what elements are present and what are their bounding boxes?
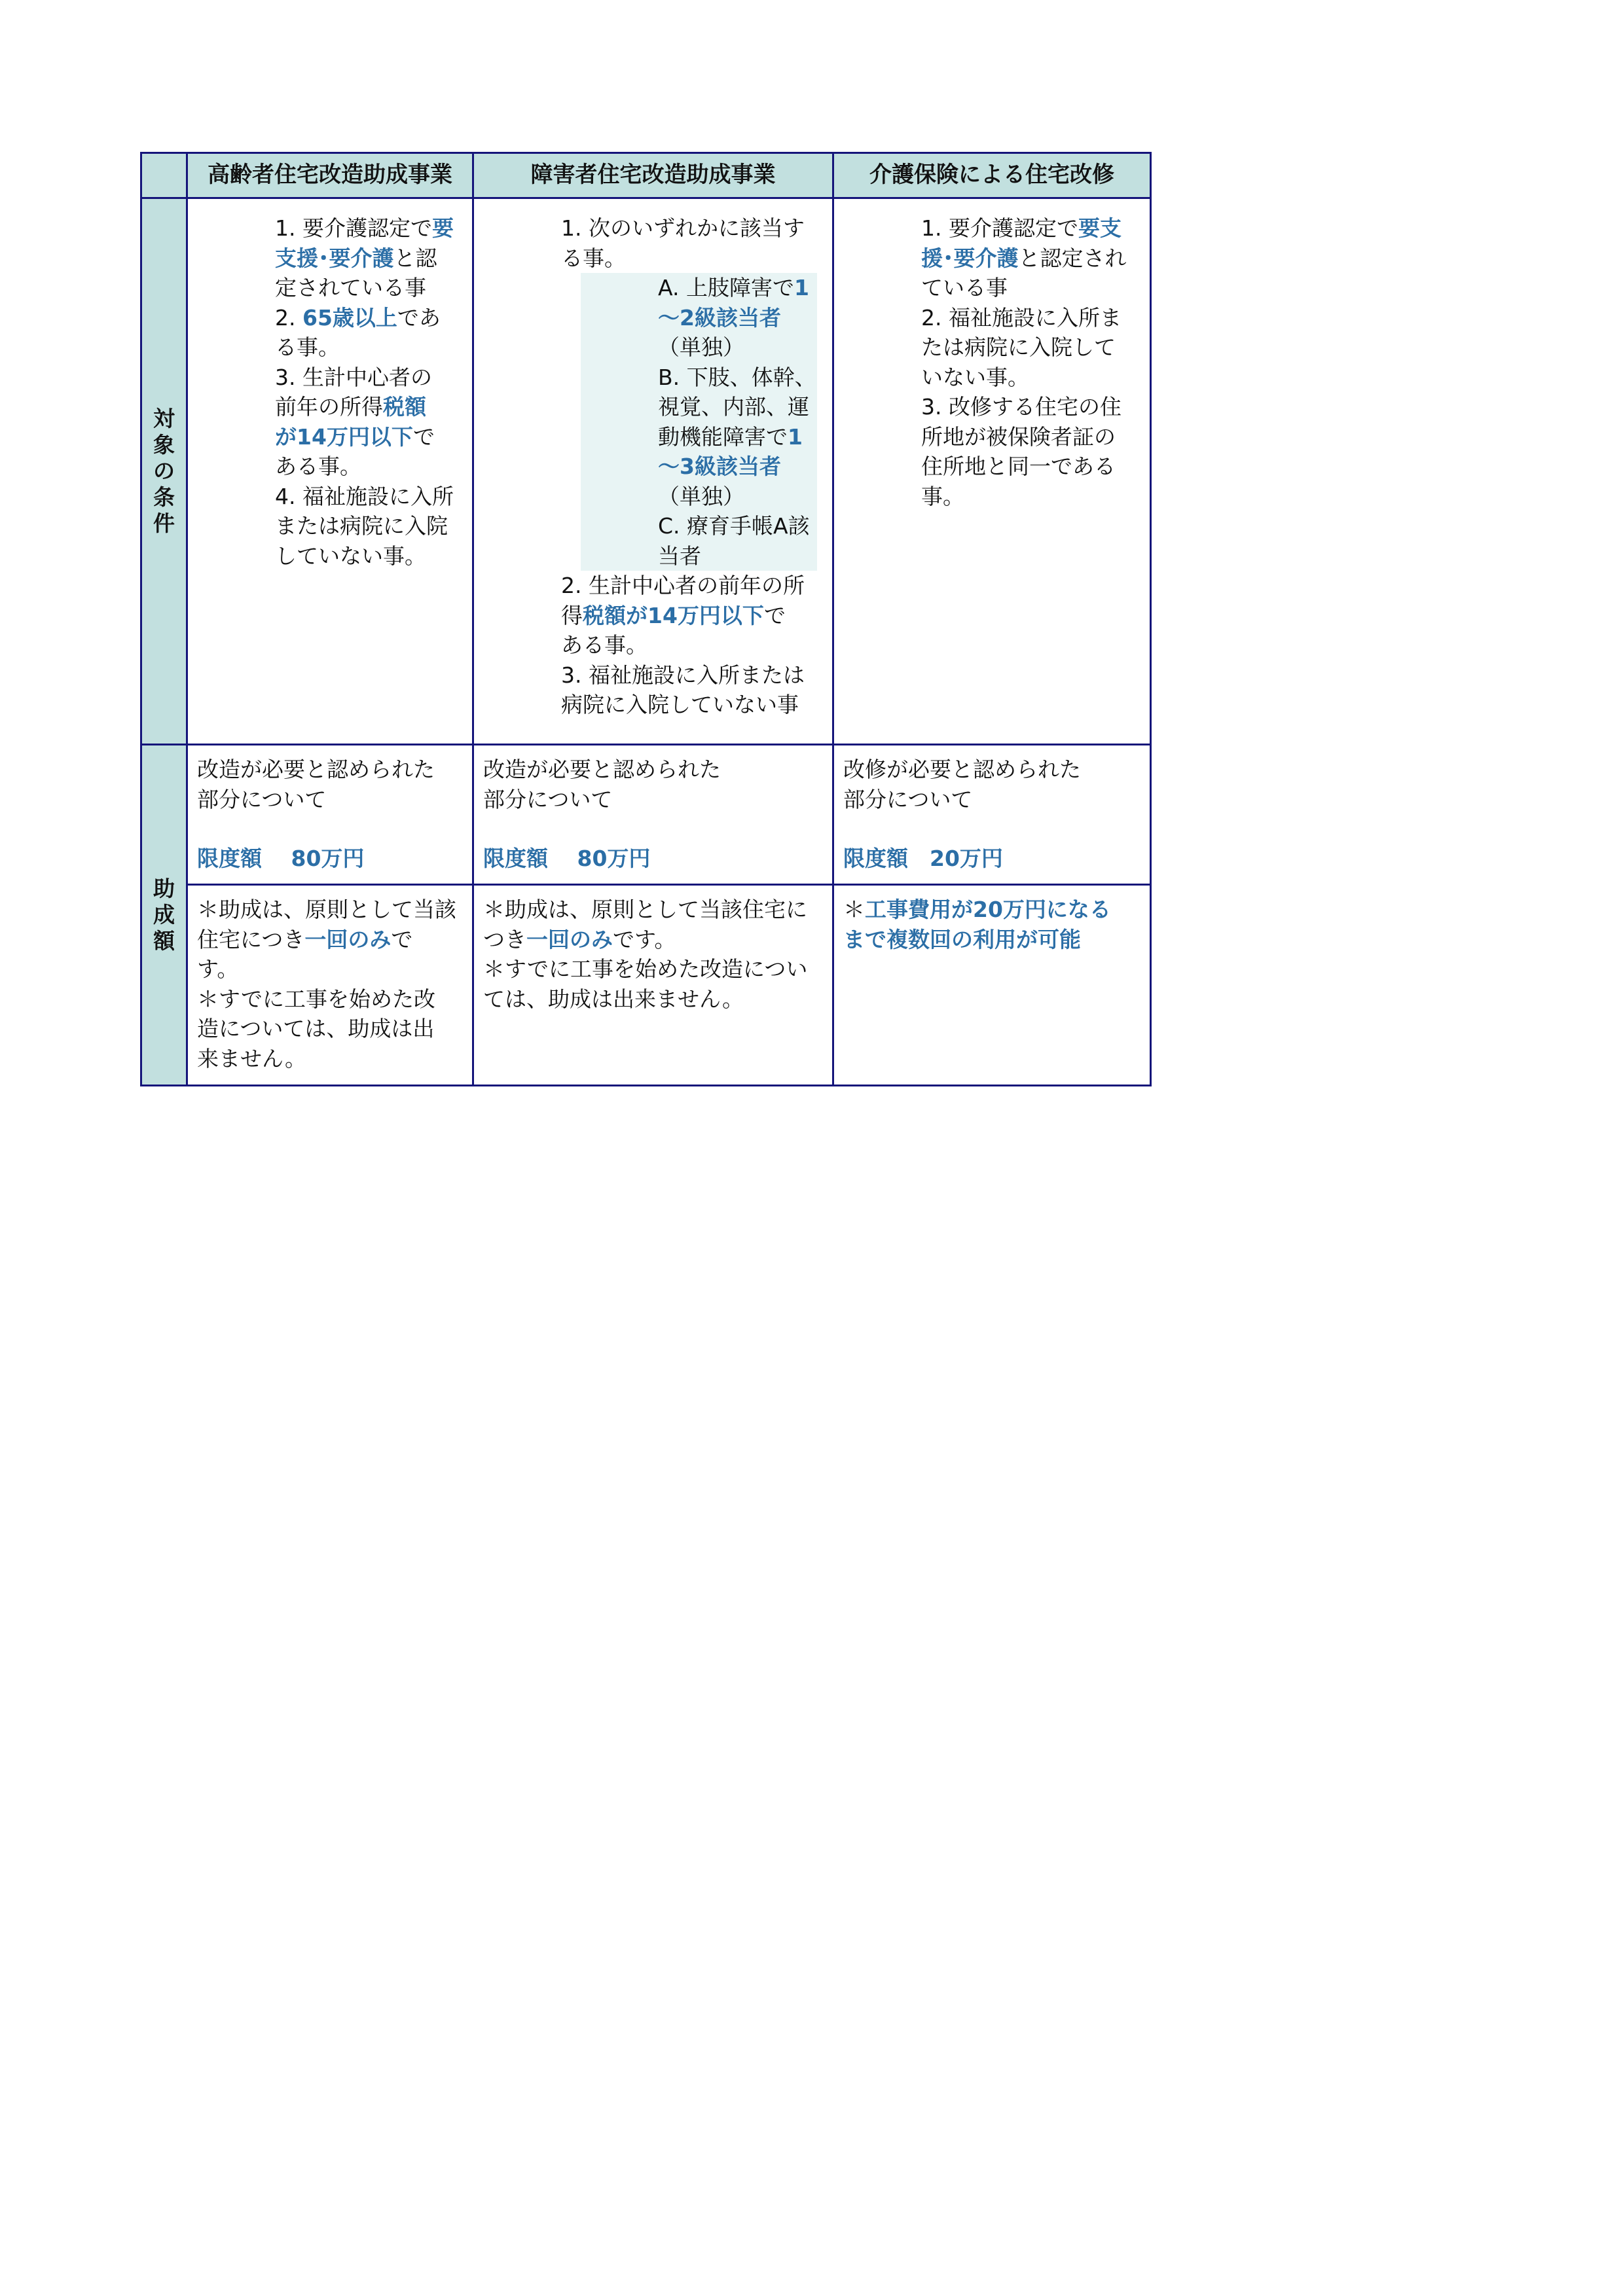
text-line — [921, 332, 1146, 363]
corner-cell — [141, 153, 187, 198]
text-line — [275, 452, 468, 482]
header-elderly: 高齢者住宅改造助成事業 — [187, 153, 473, 198]
text: ＊ — [843, 897, 865, 922]
text-line — [275, 482, 468, 512]
text-line — [275, 422, 468, 452]
text: 住宅につき — [197, 926, 305, 952]
text-line — [275, 303, 468, 333]
text-line — [197, 1014, 467, 1044]
text: 定されている事 — [275, 275, 426, 300]
label-char: 成 — [153, 902, 175, 927]
subsidy-comparison-table — [140, 152, 1152, 1086]
text-line — [658, 392, 817, 422]
highlighted-text: 65歳以上 — [302, 304, 397, 331]
text: る事。 — [275, 334, 340, 360]
notes-elderly — [187, 885, 473, 1086]
text-line — [658, 422, 817, 452]
text-line — [658, 303, 817, 333]
text: いない事。 — [921, 364, 1029, 390]
text: ＊助成は、原則として当該 — [197, 897, 456, 922]
limit-disabled — [473, 745, 833, 885]
text: で — [412, 423, 435, 450]
text: 所地が被保険者証の — [921, 423, 1116, 450]
text: していない事。 — [275, 543, 426, 569]
header-row — [141, 153, 1151, 198]
text-line — [197, 925, 467, 955]
text: B. 下肢、体幹、 — [658, 364, 816, 390]
text: で — [391, 926, 413, 952]
limit-amount: 限度額 20万円 — [843, 846, 1003, 871]
text: ては、助成は出来ません。 — [483, 986, 744, 1012]
limit-amount: 限度額 80万円 — [197, 846, 365, 871]
text: 3. 改修する住宅の住 — [921, 394, 1122, 420]
limit-amount: 限度額 80万円 — [483, 846, 651, 871]
highlighted-text: 支援･要介護 — [275, 245, 394, 271]
text: 4. 福祉施設に入所 — [275, 483, 454, 509]
text: ＊すでに工事を始めた改 — [197, 986, 435, 1012]
text: 前年の所得 — [275, 394, 383, 420]
text: る事。 — [561, 245, 626, 271]
highlighted-text: 税額 — [383, 394, 426, 420]
label-char: 件 — [153, 511, 175, 536]
disability-criteria-box — [581, 273, 817, 571]
text-line — [658, 511, 817, 541]
text-line — [275, 332, 468, 363]
text: たは病院に入院して — [921, 334, 1116, 360]
label-char: 助 — [153, 876, 175, 901]
text-line — [921, 213, 1146, 243]
text: 3. 生計中心者の — [275, 364, 432, 390]
text: 造については、助成は出 — [197, 1016, 435, 1041]
row-label-conditions — [141, 198, 187, 745]
header-care-insurance: 介護保険による住宅改修 — [833, 153, 1151, 198]
text: 2. 生計中心者の前年の所 — [561, 573, 805, 598]
text-line — [561, 601, 828, 631]
text: です。 — [613, 926, 676, 952]
text-line — [921, 243, 1146, 274]
text-line — [483, 925, 827, 955]
text: 事。 — [921, 483, 964, 509]
highlighted-text: 工事費用が20万円になる — [865, 897, 1111, 922]
text-line — [197, 954, 467, 984]
highlighted-text: 一回のみ — [304, 926, 392, 952]
text-line — [275, 511, 468, 541]
text: A. 上肢障害で — [658, 275, 794, 300]
text-line — [658, 541, 817, 571]
label-char: 象 — [153, 432, 175, 457]
highlighted-text: が14万円以下 — [275, 423, 413, 450]
text-line — [658, 482, 817, 512]
text-line: 改造が必要と認められた — [197, 757, 435, 782]
limit-care-insurance — [833, 745, 1151, 885]
conditions-row — [141, 198, 1151, 745]
row-label-amount — [141, 745, 187, 1086]
notes-care-insurance — [833, 885, 1151, 1086]
text: C. 療育手帳A該 — [658, 513, 810, 539]
text: と認 — [393, 245, 437, 271]
text-line — [843, 925, 1144, 955]
text-line — [658, 273, 817, 303]
text-line — [843, 895, 1144, 925]
text: 病院に入院していない事 — [561, 692, 799, 717]
label-char: 対 — [153, 406, 175, 431]
text-line — [275, 541, 468, 571]
text-line — [561, 213, 828, 243]
text-line — [658, 452, 817, 482]
text: ている事 — [921, 275, 1008, 300]
highlighted-text: ～2級該当者 — [658, 304, 781, 331]
conditions-elderly — [187, 198, 473, 745]
text: ＊すでに工事を始めた改造につい — [483, 956, 808, 982]
label-char: の — [153, 458, 175, 484]
text: （単独） — [658, 334, 744, 360]
text-line: 部分について — [483, 786, 613, 812]
text: で — [763, 602, 786, 628]
text-line — [483, 895, 827, 925]
text-line — [921, 482, 1146, 512]
text-line: 改造が必要と認められた — [483, 757, 721, 782]
text: 3. 福祉施設に入所または — [561, 662, 805, 688]
text: つき — [483, 926, 526, 952]
text: ある事。 — [275, 454, 361, 479]
notes-row — [141, 885, 1151, 1086]
header-disabled: 障害者住宅改造助成事業 — [473, 153, 833, 198]
highlighted-text: 1 — [793, 275, 809, 300]
text-line — [921, 452, 1146, 482]
text-line — [561, 690, 828, 720]
text-line — [197, 984, 467, 1014]
text-line — [275, 392, 468, 422]
text-line — [921, 363, 1146, 393]
text: ある事。 — [561, 632, 647, 658]
text-line — [275, 213, 468, 243]
text: 2. — [275, 304, 302, 331]
text-line: 部分について — [197, 786, 327, 812]
highlighted-text: まで複数回の利用が可能 — [843, 926, 1081, 952]
text: 2. 福祉施設に入所ま — [921, 304, 1122, 331]
text-line — [561, 660, 828, 691]
text-line — [197, 895, 467, 925]
text: （単独） — [658, 483, 744, 509]
notes-disabled — [473, 885, 833, 1086]
text-line — [658, 363, 817, 393]
highlighted-text: 援･要介護 — [921, 245, 1019, 271]
text-line — [275, 243, 468, 274]
text: 得 — [561, 602, 583, 628]
highlighted-text: 税額が14万円以下 — [583, 602, 764, 628]
text: 当者 — [658, 543, 701, 569]
conditions-disabled — [473, 198, 833, 745]
text: 住所地と同一である — [921, 454, 1116, 479]
text-line — [658, 332, 817, 363]
highlighted-text: 要支 — [1078, 215, 1122, 241]
text: 動機能障害で — [658, 423, 788, 450]
text: す。 — [197, 956, 239, 982]
text: 1. 次のいずれかに該当す — [561, 215, 805, 241]
text: 1. 要介護認定で — [921, 215, 1078, 241]
text-line — [197, 1044, 467, 1074]
text-line — [483, 984, 827, 1014]
text-line — [275, 273, 468, 303]
text-line — [483, 954, 827, 984]
text-line — [921, 392, 1146, 422]
text-line — [275, 363, 468, 393]
text: と認定され — [1018, 245, 1127, 271]
highlighted-text: 1 — [788, 423, 803, 450]
text-line — [921, 273, 1146, 303]
label-char: 条 — [153, 484, 175, 510]
text: 視覚、内部、運 — [658, 394, 809, 420]
text-line — [561, 571, 828, 601]
limit-row — [141, 745, 1151, 885]
label-char: 額 — [153, 928, 175, 954]
highlighted-text: ～3級該当者 — [658, 454, 781, 479]
text-line — [561, 243, 828, 274]
text-line: 改修が必要と認められた — [843, 757, 1081, 782]
text-line: 部分について — [843, 786, 973, 812]
text: 1. 要介護認定で — [275, 215, 432, 241]
text: 来ません。 — [197, 1045, 306, 1071]
text-line — [921, 422, 1146, 452]
text: または病院に入院 — [275, 513, 448, 539]
limit-elderly — [187, 745, 473, 885]
text-line — [561, 630, 828, 660]
highlighted-text: 要 — [431, 215, 454, 241]
highlighted-text: 一回のみ — [526, 926, 613, 952]
text-line — [921, 303, 1146, 333]
text: であ — [397, 304, 441, 331]
conditions-care-insurance — [833, 198, 1151, 745]
text: ＊助成は、原則として当該住宅に — [483, 897, 807, 922]
